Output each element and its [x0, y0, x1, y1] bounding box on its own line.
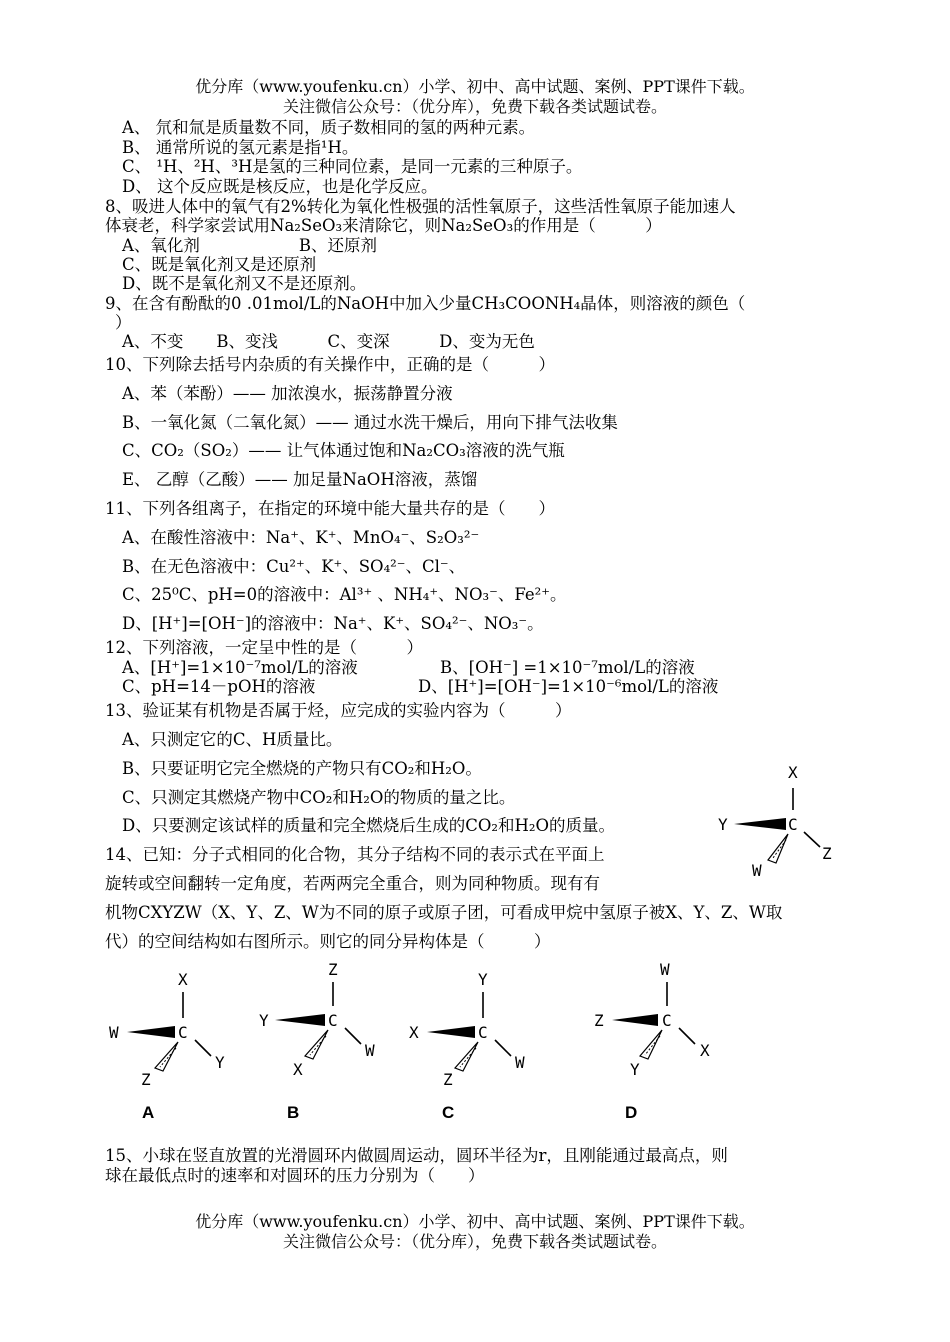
q9-options: A、不变 B、变浅 C、变深 D、变为无色	[122, 332, 535, 351]
opt-c-bottom: Z	[443, 1070, 453, 1089]
opt-b-bottom: X	[293, 1060, 303, 1079]
q13-option-c: C、只测定其燃烧产物中CO₂和H₂O的物质的量之比。	[122, 788, 516, 807]
q7-option-c: C、 ¹H、²H、³H是氢的三种同位素，是同一元素的三种原子。	[122, 157, 583, 176]
q14-stem-line-2: 旋转或空间翻转一定角度，若两两完全重合，则为同种物质。现有有	[105, 874, 600, 893]
opt-b-center: C	[328, 1011, 338, 1030]
q10-option-c: C、CO₂（SO₂）—— 让气体通过饱和Na₂CO₃溶液的洗气瓶	[122, 441, 565, 460]
q14-stem-line-3: 机物CXYZW（X、Y、Z、W为不同的原子或原子团，可看成甲烷中氢原子被X、Y、Z、W取	[105, 903, 783, 922]
ref-right-label: Z	[822, 844, 832, 863]
opt-a-bottom: Z	[141, 1070, 151, 1089]
opt-a-right: Y	[215, 1053, 225, 1072]
q13-option-a: A、只测定它的C、H质量比。	[122, 730, 343, 749]
q10-stem: 10、下列除去括号内杂质的有关操作中，正确的是（ ）	[105, 355, 555, 374]
q12-option-d: D、[H⁺]=[OH⁻]=1×10⁻⁶mol/L的溶液	[418, 677, 719, 696]
q14-stem-line-4: 代）的空间结构如右图所示。则它的同分异构体是（ ）	[105, 932, 551, 951]
opt-b-top: Z	[328, 960, 338, 979]
opt-a-top: X	[178, 970, 188, 989]
q14-option-a-structure	[105, 960, 235, 1100]
q14-option-c-label: C	[442, 1103, 455, 1122]
q14-reference-structure	[712, 760, 842, 890]
q7-option-d: D、 这个反应既是核反应，也是化学反应。	[122, 177, 438, 196]
q12-stem: 12、下列溶液，一定呈中性的是（ ）	[105, 638, 423, 657]
opt-c-right: W	[515, 1053, 525, 1072]
q14-option-b-label: B	[287, 1103, 300, 1122]
opt-d-center: C	[662, 1011, 672, 1030]
q10-option-b: B、一氧化氮（二氧化氮）—— 通过水洗干燥后，用向下排气法收集	[122, 413, 618, 432]
q13-option-b: B、只要证明它完全燃烧的产物只有CO₂和H₂O。	[122, 759, 482, 778]
ref-left-label: Y	[718, 815, 728, 834]
opt-d-top: W	[660, 960, 670, 979]
opt-c-top: Y	[478, 970, 488, 989]
opt-d-bottom: Y	[630, 1060, 640, 1079]
opt-a-left: W	[109, 1023, 119, 1042]
ref-top-label: X	[788, 763, 798, 782]
q8-stem-line-2: 体衰老，科学家尝试用Na₂SeO₃来清除它，则Na₂SeO₃的作用是（ ）	[105, 216, 662, 235]
q8-stem-line-1: 8、吸进人体中的氧气有2%转化为氧化性极强的活性氧原子，这些活性氧原子能加速人	[105, 197, 736, 216]
q14-option-c-structure	[405, 960, 535, 1100]
q14-option-d-structure	[590, 960, 720, 1100]
q9-stem-line-2: ）	[115, 313, 132, 332]
q14-option-d-label: D	[625, 1103, 638, 1122]
q8-option-d: D、既不是氧化剂又不是还原剂。	[122, 274, 367, 293]
opt-a-center: C	[178, 1023, 188, 1042]
opt-c-center: C	[478, 1023, 488, 1042]
q7-option-a: A、 氘和氚是质量数不同，质子数相同的氢的两种元素。	[122, 118, 536, 137]
footer-line-2: 关注微信公众号：（优分库），免费下载各类试题试卷。	[282, 1232, 667, 1251]
q13-stem: 13、验证某有机物是否属于烃，应完成的实验内容为（ ）	[105, 701, 572, 720]
q11-option-b: B、在无色溶液中：Cu²⁺、K⁺、SO₄²⁻、Cl⁻、	[122, 557, 466, 576]
q15-stem-line-2: 球在最低点时的速率和对圆环的压力分别为（ ）	[105, 1166, 485, 1185]
opt-d-left: Z	[594, 1011, 604, 1030]
q15-stem-line-1: 15、小球在竖直放置的光滑圆环内做圆周运动，圆环半径为r，且刚能通过最高点，则	[105, 1146, 728, 1165]
header-line-1: 优分库（www.youfenku.cn）小学、初中、高中试题、案例、PPT课件下载。	[195, 77, 755, 96]
q12-option-b: B、[OH⁻] =1×10⁻⁷mol/L的溶液	[440, 658, 695, 677]
q10-option-a: A、苯（苯酚）—— 加浓溴水，振荡静置分液	[122, 384, 453, 403]
q12-option-c: C、pH=14－pOH的溶液	[122, 677, 316, 696]
q7-option-b: B、 通常所说的氢元素是指¹H。	[122, 138, 359, 157]
q11-option-a: A、在酸性溶液中：Na⁺、K⁺、MnO₄⁻、S₂O₃²⁻	[122, 528, 480, 547]
ref-bottom-label: W	[752, 861, 762, 880]
ref-center-label: C	[788, 815, 798, 834]
opt-b-left: Y	[259, 1011, 269, 1030]
q11-option-d: D、[H⁺]=[OH⁻]的溶液中：Na⁺、K⁺、SO₄²⁻、NO₃⁻。	[122, 614, 544, 633]
opt-b-right: W	[365, 1041, 375, 1060]
q14-stem-line-1: 14、已知：分子式相同的化合物，其分子结构不同的表示式在平面上	[105, 845, 605, 864]
q12-option-a: A、[H⁺]=1×10⁻⁷mol/L的溶液	[122, 658, 358, 677]
q9-stem-line-1: 9、在含有酚酞的0 .01mol/L的NaOH中加入少量CH₃COONH₄晶体，则溶液的颜色（	[105, 294, 746, 313]
opt-c-left: X	[409, 1023, 419, 1042]
footer-line-1: 优分库（www.youfenku.cn）小学、初中、高中试题、案例、PPT课件下载。	[195, 1212, 755, 1231]
opt-d-right: X	[700, 1041, 710, 1060]
q14-option-b-structure	[255, 960, 385, 1100]
q13-option-d: D、只要测定该试样的质量和完全燃烧后生成的CO₂和H₂O的质量。	[122, 816, 616, 835]
q14-option-a-label: A	[142, 1103, 155, 1122]
q8-options-ab: A、氧化剂 B、还原剂	[122, 236, 378, 255]
q11-stem: 11、下列各组离子，在指定的环境中能大量共存的是（ ）	[105, 499, 555, 518]
q8-option-c: C、既是氧化剂又是还原剂	[122, 255, 317, 274]
q10-option-e: E、 乙醇（乙酸）—— 加足量NaOH溶液，蒸馏	[122, 470, 478, 489]
header-line-2: 关注微信公众号：（优分库），免费下载各类试题试卷。	[282, 97, 667, 116]
q11-option-c: C、25⁰C、pH=0的溶液中：Al³⁺ 、NH₄⁺、NO₃⁻、Fe²⁺。	[122, 585, 567, 604]
